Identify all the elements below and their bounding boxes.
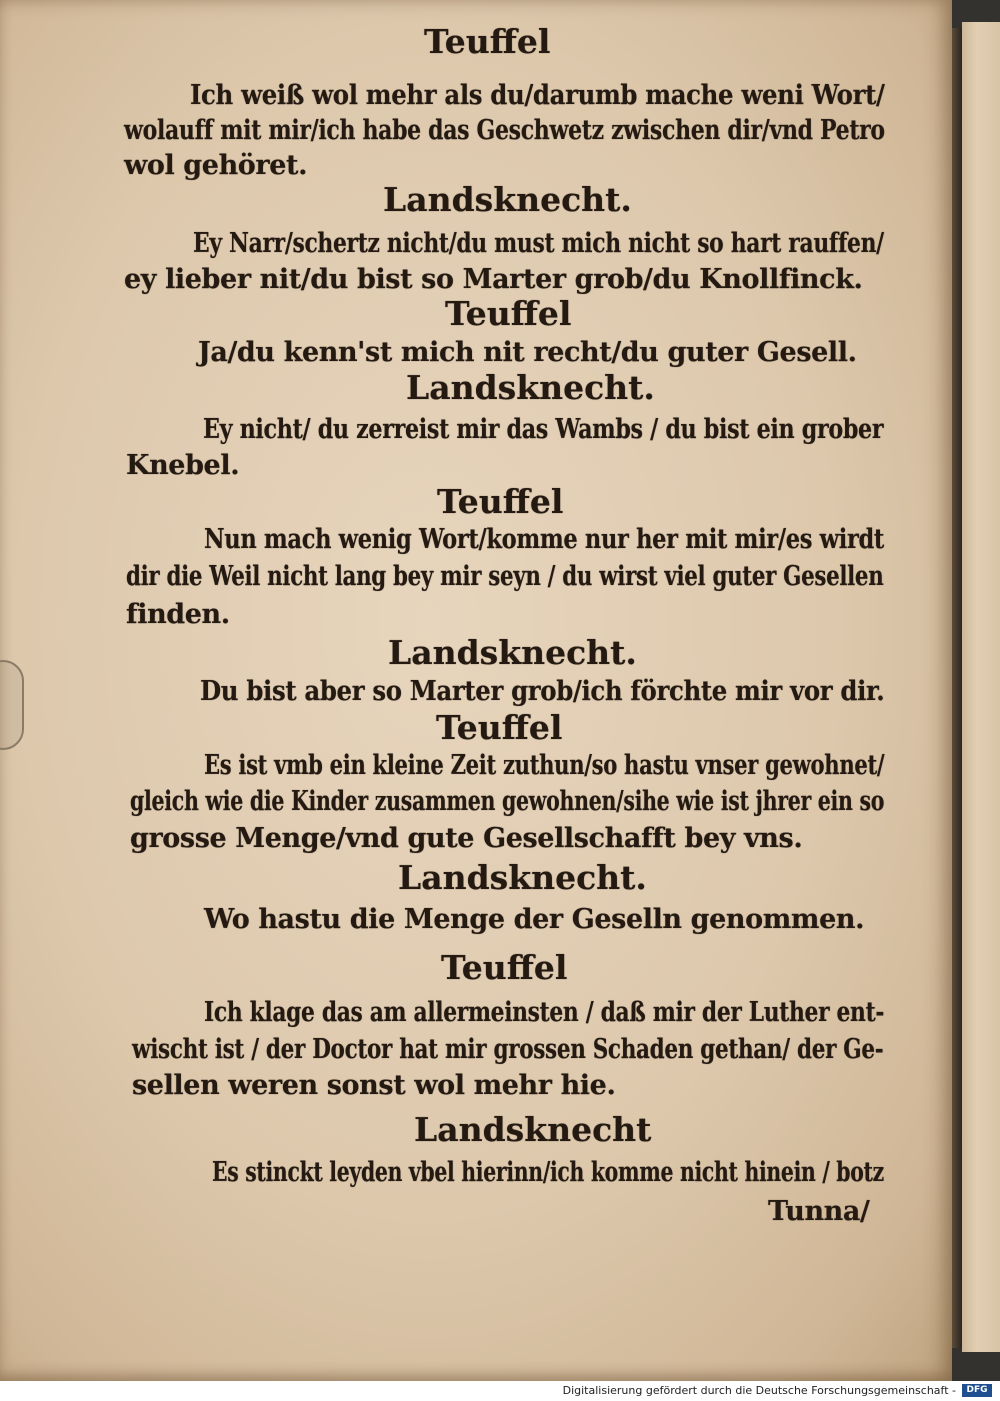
text-line: Knebel. [126, 450, 240, 481]
text-line: Nun mach wenig Wort/komme nur her mit mir/es wirdt [204, 524, 885, 555]
text-line: Es ist vmb ein kleine Zeit zuthun/so hastu vnser gewohnet/ [204, 750, 885, 781]
text-line: wol gehöret. [124, 150, 308, 181]
text-line: Du bist aber so Marter grob/ich förchte mir vor dir. [200, 676, 885, 707]
text-line: Ich weiß wol mehr als du/darumb mache weni Wort/ [190, 80, 885, 111]
text-line: Ey Narr/schertz nicht/du must mich nicht so hart rauffen/ [193, 228, 884, 259]
digitization-footer [0, 1381, 1000, 1401]
speaker-heading: Landsknecht. [383, 180, 632, 219]
text-line: gleich wie die Kinder zusammen gewohnen/sihe wie ist jhrer ein so [130, 786, 885, 817]
text-line: grosse Menge/vnd gute Gesellschafft bey vns. [130, 823, 803, 854]
speaker-heading: Teuffel [437, 482, 564, 521]
text-line: Wo hastu die Menge der Geselln genommen. [204, 904, 865, 935]
page-gutter [952, 28, 962, 1348]
text-line: ey lieber nit/du bist so Marter grob/du Knollfinck. [124, 264, 863, 295]
text-line: finden. [126, 599, 230, 630]
speaker-heading: Teuffel [424, 22, 551, 61]
speaker-heading: Teuffel [441, 948, 568, 987]
speaker-heading: Landsknecht. [406, 368, 655, 407]
speaker-heading: Teuffel [445, 294, 572, 333]
text-line: wolauff mit mir/ich habe das Geschwetz zwischen dir/vnd Petro [124, 115, 885, 146]
text-line: Ey nicht/ du zerreist mir das Wambs / du bist ein grober [203, 414, 884, 445]
text-line: wischt ist / der Doctor hat mir grossen Schaden gethan/ der Ge- [132, 1034, 884, 1065]
text-line: Es stinckt leyden vbel hierinn/ich komme nicht hinein / botz [212, 1157, 884, 1188]
speaker-heading: Teuffel [436, 708, 563, 747]
dfg-logo: DFG [962, 1384, 992, 1397]
catchword: Tunna/ [768, 1196, 870, 1227]
facing-page-edge [962, 22, 1000, 1352]
text-line: dir die Weil nicht lang bey mir seyn / du wirst viel guter Gesellen [126, 561, 884, 592]
speaker-heading: Landsknecht. [388, 633, 637, 672]
funding-credit: Digitalisierung gefördert durch die Deutsche Forschungsgemeinschaft - [562, 1384, 956, 1397]
speaker-heading: Landsknecht [414, 1110, 652, 1149]
text-line: Ja/du kenn'st mich nit recht/du guter Gesell. [198, 337, 857, 368]
text-line: sellen weren sonst wol mehr hie. [132, 1070, 616, 1101]
text-line: Ich klage das am allermeinsten / daß mir der Luther ent- [204, 997, 885, 1028]
speaker-heading: Landsknecht. [398, 858, 647, 897]
